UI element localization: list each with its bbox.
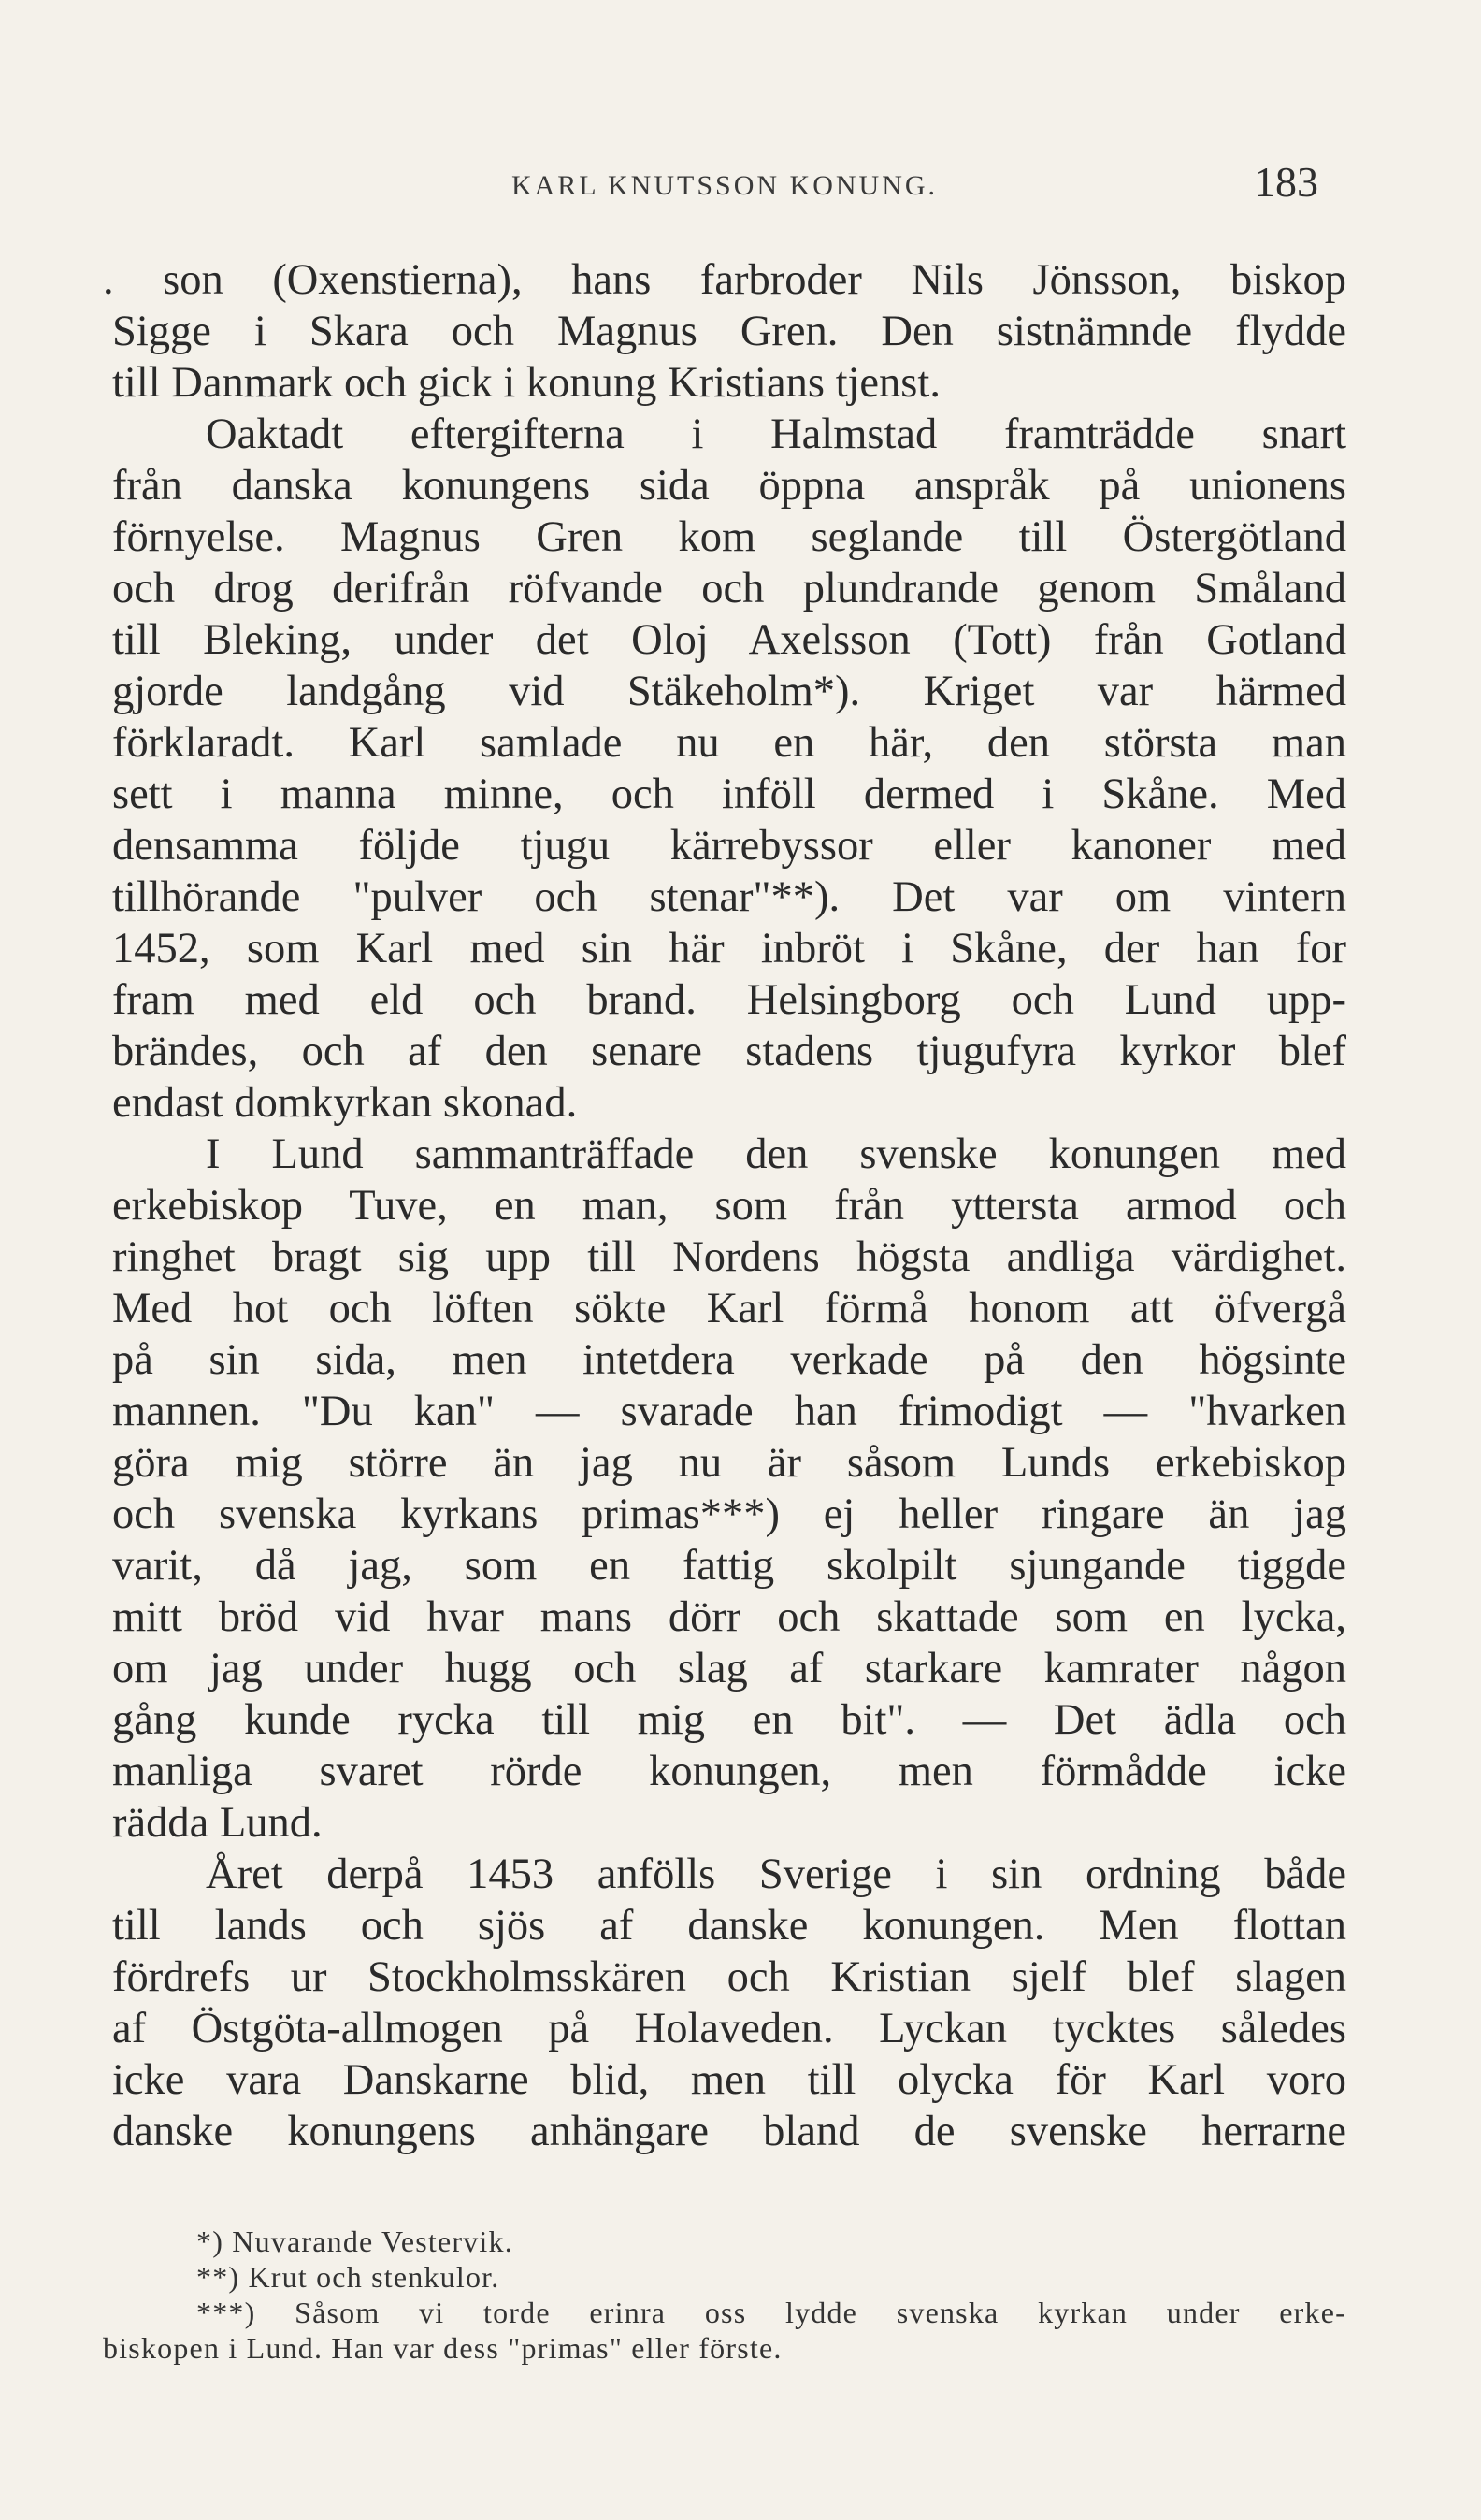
text-line: mannen. "Du kan" — svarade han frimodigt — "hvarken (112, 1388, 1346, 1435)
text-line: erkebiskop Tuve, en man, som från yttersta armod och (112, 1182, 1346, 1230)
running-title: KARL KNUTSSON KONUNG. (510, 170, 939, 201)
text-line: . son (Oxenstierna), hans farbroder Nils Jönsson, biskop (103, 256, 1346, 304)
text-line: Sigge i Skara och Magnus Gren. Den sistnämnde flydde (112, 308, 1346, 355)
footnote-line: biskopen i Lund. Han var dess "primas" eller förste. (103, 2331, 783, 2365)
text-line: till Danmark och gick i konung Kristians tjenst. (112, 359, 941, 407)
text-line: från danska konungens sida öppna anspråk på unionens (112, 462, 1346, 510)
footnote-line: *) Nuvarande Vestervik. (196, 2225, 513, 2258)
text-line: tillhörande "pulver och stenar"**). Det var om vintern (112, 873, 1346, 921)
text-line: göra mig större än jag nu är såsom Lunds erkebiskop (112, 1439, 1346, 1487)
text-line: fördrefs ur Stockholmsskären och Kristian sjelf blef slagen (112, 1953, 1346, 2001)
text-line: förnyelse. Magnus Gren kom seglande till Östergötland (112, 513, 1346, 561)
text-line: på sin sida, men intetdera verkade på den högsinte (112, 1336, 1346, 1384)
text-line: 1452, som Karl med sin här inbröt i Skåne, der han for (112, 925, 1346, 972)
footnotes (103, 2224, 1346, 2366)
text-line: danske konungens anhängare bland de svenske herrarne (112, 2108, 1346, 2155)
text-line: I Lund sammanträffade den svenske konungen med (206, 1130, 1346, 1178)
text-line: gjorde landgång vid Stäkeholm*). Kriget var härmed (112, 668, 1346, 715)
text-line: ringhet bragt sig upp till Nordens högsta andliga värdighet. (112, 1233, 1346, 1281)
footnote-line: ***) Såsom vi torde erinra oss lydde svenska kyrkan under erke- (196, 2296, 1346, 2329)
text-line: endast domkyrkan skonad. (112, 1079, 578, 1127)
text-line: brändes, och af den senare stadens tjugufyra kyrkor blef (112, 1028, 1346, 1075)
text-line: förklaradt. Karl samlade nu en här, den största man (112, 719, 1346, 767)
text-line: till Bleking, under det Oloj Axelsson (Tott) från Gotland (112, 616, 1346, 664)
text-line: och svenska kyrkans primas***) ej heller ringare än jag (112, 1490, 1346, 1538)
text-line: gång kunde rycka till mig en bit". — Det ädla och (112, 1696, 1346, 1744)
text-line: fram med eld och brand. Helsingborg och Lund upp- (112, 976, 1346, 1024)
body-text (103, 254, 1346, 2157)
text-line: sett i manna minne, och inföll dermed i Skåne. Med (112, 770, 1346, 818)
text-line: rädda Lund. (112, 1799, 323, 1847)
text-line: om jag under hugg och slag af starkare kamrater någon (112, 1645, 1346, 1692)
footnote-line: **) Krut och stenkulor. (196, 2260, 500, 2294)
text-line: densamma följde tjugu kärrebyssor eller kanoner med (112, 822, 1346, 870)
text-line: manliga svaret rörde konungen, men förmådde icke (112, 1748, 1346, 1795)
text-line: Med hot och löften sökte Karl förmå honom att öfvergå (112, 1285, 1346, 1332)
text-line: mitt bröd vid hvar mans dörr och skattade som en lycka, (112, 1593, 1346, 1641)
text-line: och drog derifrån röfvande och plundrande genom Småland (112, 565, 1346, 612)
page-number: 183 (1254, 158, 1318, 206)
text-line: icke vara Danskarne blid, men till olycka för Karl voro (112, 2056, 1346, 2104)
text-line: varit, då jag, som en fattig skolpilt sjungande tiggde (112, 1542, 1346, 1590)
text-line: af Östgöta-allmogen på Holaveden. Lyckan tycktes således (112, 2005, 1346, 2052)
text-line: Oaktadt eftergifterna i Halmstad framträdde snart (206, 410, 1346, 458)
running-head (103, 157, 1346, 213)
text-line: till lands och sjös af danske konungen. Men flottan (112, 1902, 1346, 1950)
text-line: Året derpå 1453 anfölls Sverige i sin ordning både (206, 1850, 1346, 1898)
